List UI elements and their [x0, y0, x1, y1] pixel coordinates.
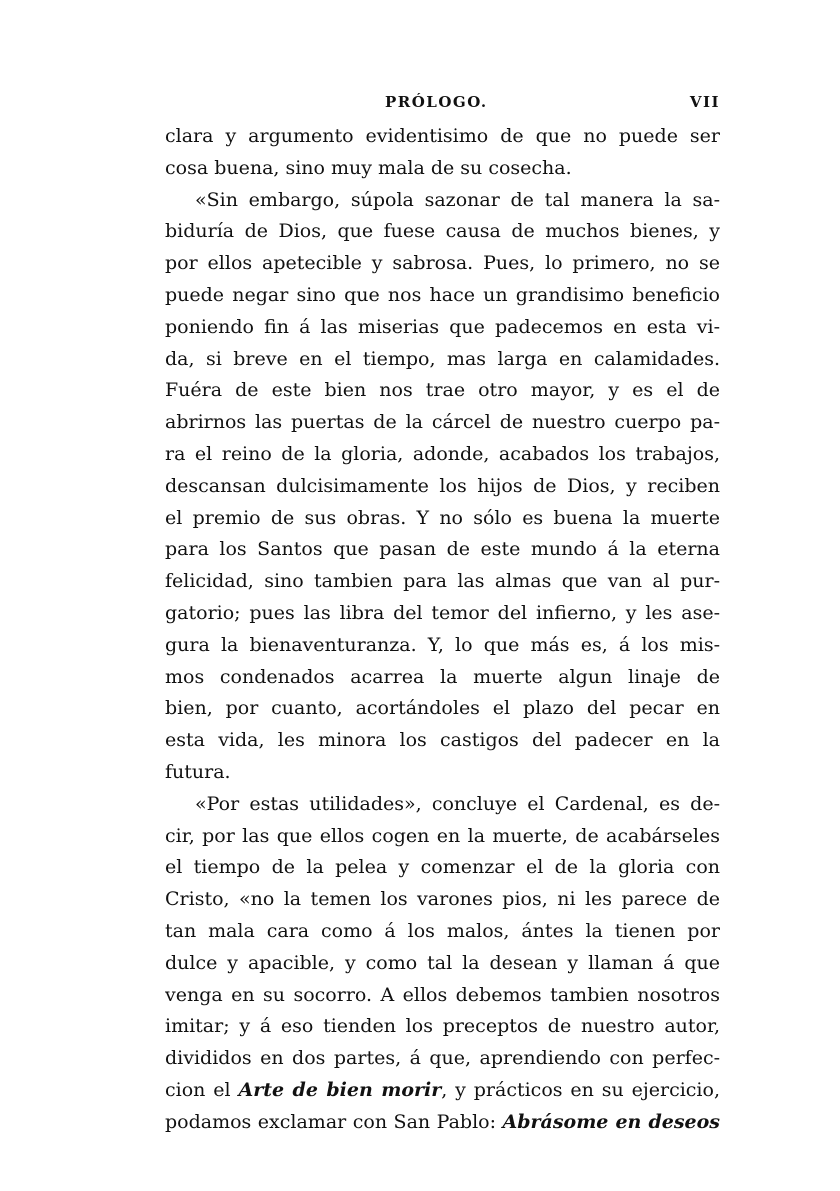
text-line-content: Fuéra de este bien nos trae otro mayor, y es el de: [165, 379, 720, 402]
text-line: [165, 439, 720, 471]
text-line: [165, 216, 720, 248]
text-line-content: «Por estas utilidades», concluye el Cardenal, es de-: [195, 792, 720, 815]
text-line: [165, 884, 720, 916]
text-line-content: abrirnos las puertas de la cárcel de nuestro cuerpo pa-: [165, 411, 720, 434]
text-line: [165, 725, 720, 757]
text-line: [165, 407, 720, 439]
text-line: [165, 852, 720, 884]
text-line-content: cosa buena, sino muy mala de su cosecha.: [165, 156, 572, 179]
text-line: [165, 503, 720, 535]
text-line-continuation: , y prácticos en su ejercicio,: [441, 1078, 720, 1101]
text-line-content: Cristo, «no la temen los varones pios, ni les parece de: [165, 888, 720, 911]
text-line-content: venga en su socorro. A ellos debemos tambien nosotros: [165, 983, 720, 1006]
text-line-content: puede negar sino que nos hace un grandisimo beneficio: [165, 283, 720, 306]
body-text: [165, 121, 720, 1139]
text-line-content: el premio de sus obras. Y no sólo es buena la muerte: [165, 506, 720, 529]
text-line: [165, 153, 720, 185]
text-line: [165, 789, 720, 821]
text-line: [165, 1107, 720, 1139]
text-line: [165, 1011, 720, 1043]
text-line: [165, 916, 720, 948]
text-line-content: descansan dulcisimamente los hijos de Dios, y reciben: [165, 474, 720, 497]
running-title: PRÓLOGO.: [385, 93, 488, 111]
text-line: [165, 280, 720, 312]
text-line-content: felicidad, sino tambien para las almas que van al pur-: [165, 570, 720, 593]
text-line: [165, 1043, 720, 1075]
text-line-content: dulce y apacible, y como tal la desean y llaman á que: [165, 951, 720, 974]
text-line-content: cion el: [165, 1078, 239, 1101]
text-line: [165, 662, 720, 694]
text-line-content: da, si breve en el tiempo, mas larga en calamidades.: [165, 347, 720, 370]
text-line: [165, 248, 720, 280]
text-line-content: tan mala cara como á los malos, ántes la tienen por: [165, 919, 720, 942]
text-line-content: por ellos apetecible y sabrosa. Pues, lo primero, no se: [165, 252, 720, 275]
text-line: [165, 534, 720, 566]
text-line-content: imitar; y á eso tienden los preceptos de nuestro autor,: [165, 1015, 720, 1038]
text-line: [165, 121, 720, 153]
text-line-content: para los Santos que pasan de este mundo á la eterna: [165, 538, 720, 561]
text-line: [165, 630, 720, 662]
text-line: [165, 980, 720, 1012]
text-line: [165, 566, 720, 598]
text-line-content: poniendo fin á las miserias que padecemos en esta vi-: [165, 315, 720, 338]
text-line-content: esta vida, les minora los castigos del padecer en la: [165, 729, 720, 752]
text-line: [165, 693, 720, 725]
book-page: [165, 93, 720, 1139]
text-line-content: bien, por cuanto, acortándoles el plazo del pecar en: [165, 697, 720, 720]
text-line-content: mos condenados acarrea la muerte algun linaje de: [165, 665, 720, 688]
text-line-content: divididos en dos partes, á que, aprendiendo con perfec-: [165, 1047, 720, 1070]
text-line-content: «Sin embargo, súpola sazonar de tal manera la sa-: [195, 188, 720, 211]
text-line-content: podamos exclamar con San Pablo:: [165, 1110, 503, 1133]
text-line-content: gura la bienaventuranza. Y, lo que más es, á los mis-: [165, 633, 720, 656]
text-line: [165, 375, 720, 407]
text-line: [165, 1075, 720, 1107]
italic-title: Abrásome en deseos: [502, 1110, 720, 1133]
text-line: [165, 344, 720, 376]
text-line: [165, 312, 720, 344]
text-line: [165, 598, 720, 630]
text-line: [165, 948, 720, 980]
text-line: [165, 185, 720, 217]
text-line: [165, 757, 720, 789]
text-line-content: cir, por las que ellos cogen en la muerte, de acabárseles: [165, 824, 720, 847]
text-line-content: futura.: [165, 760, 231, 783]
text-line-content: ra el reino de la gloria, adonde, acabados los trabajos,: [165, 442, 720, 465]
text-line: [165, 821, 720, 853]
text-line-content: el tiempo de la pelea y comenzar el de la gloria con: [165, 856, 720, 879]
page-number: VII: [689, 93, 720, 111]
text-line-content: clara y argumento evidentisimo de que no puede ser: [165, 125, 720, 147]
running-head: [165, 93, 720, 117]
italic-title: Arte de bien morir: [238, 1078, 442, 1101]
text-line-content: biduría de Dios, que fuese causa de muchos bienes, y: [165, 220, 720, 243]
text-line: [165, 471, 720, 503]
text-line-content: gatorio; pues las libra del temor del infierno, y les ase-: [165, 601, 720, 624]
